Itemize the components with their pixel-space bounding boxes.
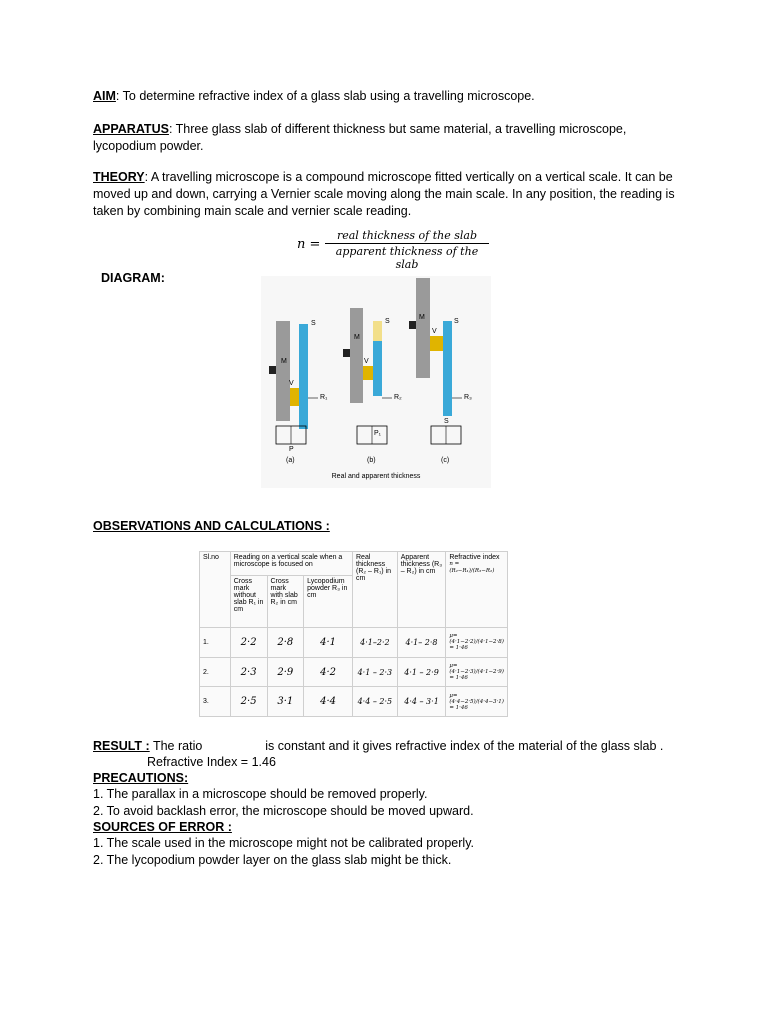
header-reading: Reading on a vertical scale when a microscope is focused on xyxy=(230,552,352,576)
slab-on-scale-b xyxy=(373,321,382,341)
cell-slno: 2. xyxy=(200,657,231,687)
apparatus-text: : Three glass slab of different thickness but same material, a travelling microscope, lycopodium powder. xyxy=(93,122,627,153)
cell-r2: 2·9 xyxy=(267,657,304,687)
cell-real: 4·1 – 2·3 xyxy=(353,657,398,687)
precaution-item-2: 2. To avoid backlash error, the microscope should be moved upward. xyxy=(93,804,474,818)
header-refractive-index xyxy=(446,552,508,628)
microscope-tube-c xyxy=(416,278,430,378)
cell-ri: μ= (4·4−2·5)/(4·4−3·1) = 1·46 xyxy=(446,687,508,717)
label-p: P xyxy=(289,446,294,453)
header-real-thickness: Real thickness (R₂ – R₁) in cm xyxy=(353,552,398,628)
cell-r3: 4·4 xyxy=(304,687,353,717)
cell-apparent: 4·1 – 2·9 xyxy=(397,657,446,687)
panel-label-c: (c) xyxy=(441,457,450,464)
panel-label-b: (b) xyxy=(367,457,376,464)
header-apparent-thickness: Apparent thickness (R₃ – R₂) in cm xyxy=(397,552,446,628)
microscope-tube-b xyxy=(350,308,363,403)
theory-heading: THEORY xyxy=(93,170,145,184)
result-line xyxy=(93,738,683,755)
header-refractive-index-label: Refractive index xyxy=(449,554,500,561)
aim-heading: AIM xyxy=(93,89,116,103)
apparatus-paragraph xyxy=(93,121,683,155)
aim-text: : To determine refractive index of a glass slab using a travelling microscope. xyxy=(115,89,535,103)
cell-apparent: 4·4 – 3·1 xyxy=(397,687,446,717)
formula-lhs: n = xyxy=(297,237,321,252)
label-r1: R₁ xyxy=(320,394,328,401)
cell-r3: 4·2 xyxy=(304,657,353,687)
subheader-r2: Cross mark with slab R₂ in cm xyxy=(267,576,304,628)
vertical-scale-c xyxy=(443,321,452,416)
vernier-b xyxy=(363,366,373,380)
formula-numerator: real thickness of the slab xyxy=(325,229,489,244)
cell-r2: 3·1 xyxy=(267,687,304,717)
label-p1: P₁ xyxy=(374,430,382,437)
cell-r3: 4·1 xyxy=(304,628,353,658)
apparatus-heading: APPARATUS xyxy=(93,122,169,136)
microscope-knob-c xyxy=(409,321,416,329)
table-row xyxy=(200,687,508,717)
cell-slno: 3. xyxy=(200,687,231,717)
error-item-2: 2. The lycopodium powder layer on the glass slab might be thick. xyxy=(93,853,452,867)
aim-paragraph xyxy=(93,88,683,105)
cell-r2: 2·8 xyxy=(267,628,304,658)
label-r3: R₃ xyxy=(464,394,472,401)
label-s-c: S xyxy=(454,318,459,325)
label-v-b: V xyxy=(364,358,369,365)
label-m-b: M xyxy=(354,334,360,341)
result-heading: RESULT : xyxy=(93,739,150,753)
theory-paragraph xyxy=(93,169,683,220)
label-v-a: V xyxy=(289,380,294,387)
precaution-item-1: 1. The parallax in a microscope should be removed properly. xyxy=(93,787,428,801)
theory-text: : A travelling microscope is a compound microscope fitted vertically on a vertical scale. It can be moved up and down, carrying a Vernier scale moving along the main scale. In any position, the reading is taken by combining main scale and vernier scale reading. xyxy=(93,170,675,218)
observations-table xyxy=(199,551,508,717)
cell-ri: μ= (4·1−2·2)/(4·1−2·8) = 1·46 xyxy=(446,628,508,658)
formula-fraction xyxy=(325,229,489,271)
cell-r1: 2·2 xyxy=(230,628,267,658)
label-m-c: M xyxy=(419,314,425,321)
label-s-b: S xyxy=(385,318,390,325)
diagram-heading: DIAGRAM: xyxy=(101,271,165,285)
cell-slno: 1. xyxy=(200,628,231,658)
microscope-knob-a xyxy=(269,366,276,374)
cell-r1: 2·5 xyxy=(230,687,267,717)
diagram-figure xyxy=(261,276,491,488)
error-item-1: 1. The scale used in the microscope might not be calibrated properly. xyxy=(93,836,474,850)
header-refractive-index-formula: n = (R₂−R₁)/(R₃−R₂) xyxy=(449,561,495,575)
travelling-microscope-illustration xyxy=(261,276,491,488)
cell-apparent: 4·1– 2·8 xyxy=(397,628,446,658)
subheader-r3: Lycopodium powder R₃ in cm xyxy=(304,576,353,628)
result-text-1: The ratio xyxy=(152,739,203,753)
formula-denominator: apparent thickness of the slab xyxy=(335,245,479,271)
diagram-caption: Real and apparent thickness xyxy=(331,473,421,480)
label-m-a: M xyxy=(281,358,287,365)
microscope-tube-a xyxy=(276,321,290,421)
observations-heading: OBSERVATIONS AND CALCULATIONS : xyxy=(93,519,330,533)
panel-label-a: (a) xyxy=(286,457,295,464)
subheader-r1: Cross mark without slab R₁ in cm xyxy=(230,576,267,628)
cell-r1: 2·3 xyxy=(230,657,267,687)
label-v-c: V xyxy=(432,328,437,335)
label-s-a: S xyxy=(311,320,316,327)
cell-real: 4·1–2·2 xyxy=(353,628,398,658)
refractive-index-formula xyxy=(297,229,497,271)
cell-ri: μ= (4·1−2·3)/(4·1−2·9) = 1·46 xyxy=(446,657,508,687)
table-row xyxy=(200,628,508,658)
precautions-heading: PRECAUTIONS: xyxy=(93,771,189,785)
sources-of-error-heading: SOURCES OF ERROR : xyxy=(93,820,232,834)
vernier-c xyxy=(430,336,443,351)
label-r2: R₂ xyxy=(394,394,402,401)
refractive-index-result: Refractive Index = 1.46 xyxy=(147,755,276,769)
cell-real: 4·4 – 2·5 xyxy=(353,687,398,717)
header-slno: Sl.no xyxy=(200,552,231,628)
microscope-knob-b xyxy=(343,349,350,357)
label-s-slab-c: S xyxy=(444,418,449,425)
vertical-scale-a xyxy=(299,324,308,429)
result-text-2: is constant and it gives refractive index of the material of the glass slab . xyxy=(265,739,664,753)
vernier-a xyxy=(290,388,299,406)
table-row xyxy=(200,657,508,687)
